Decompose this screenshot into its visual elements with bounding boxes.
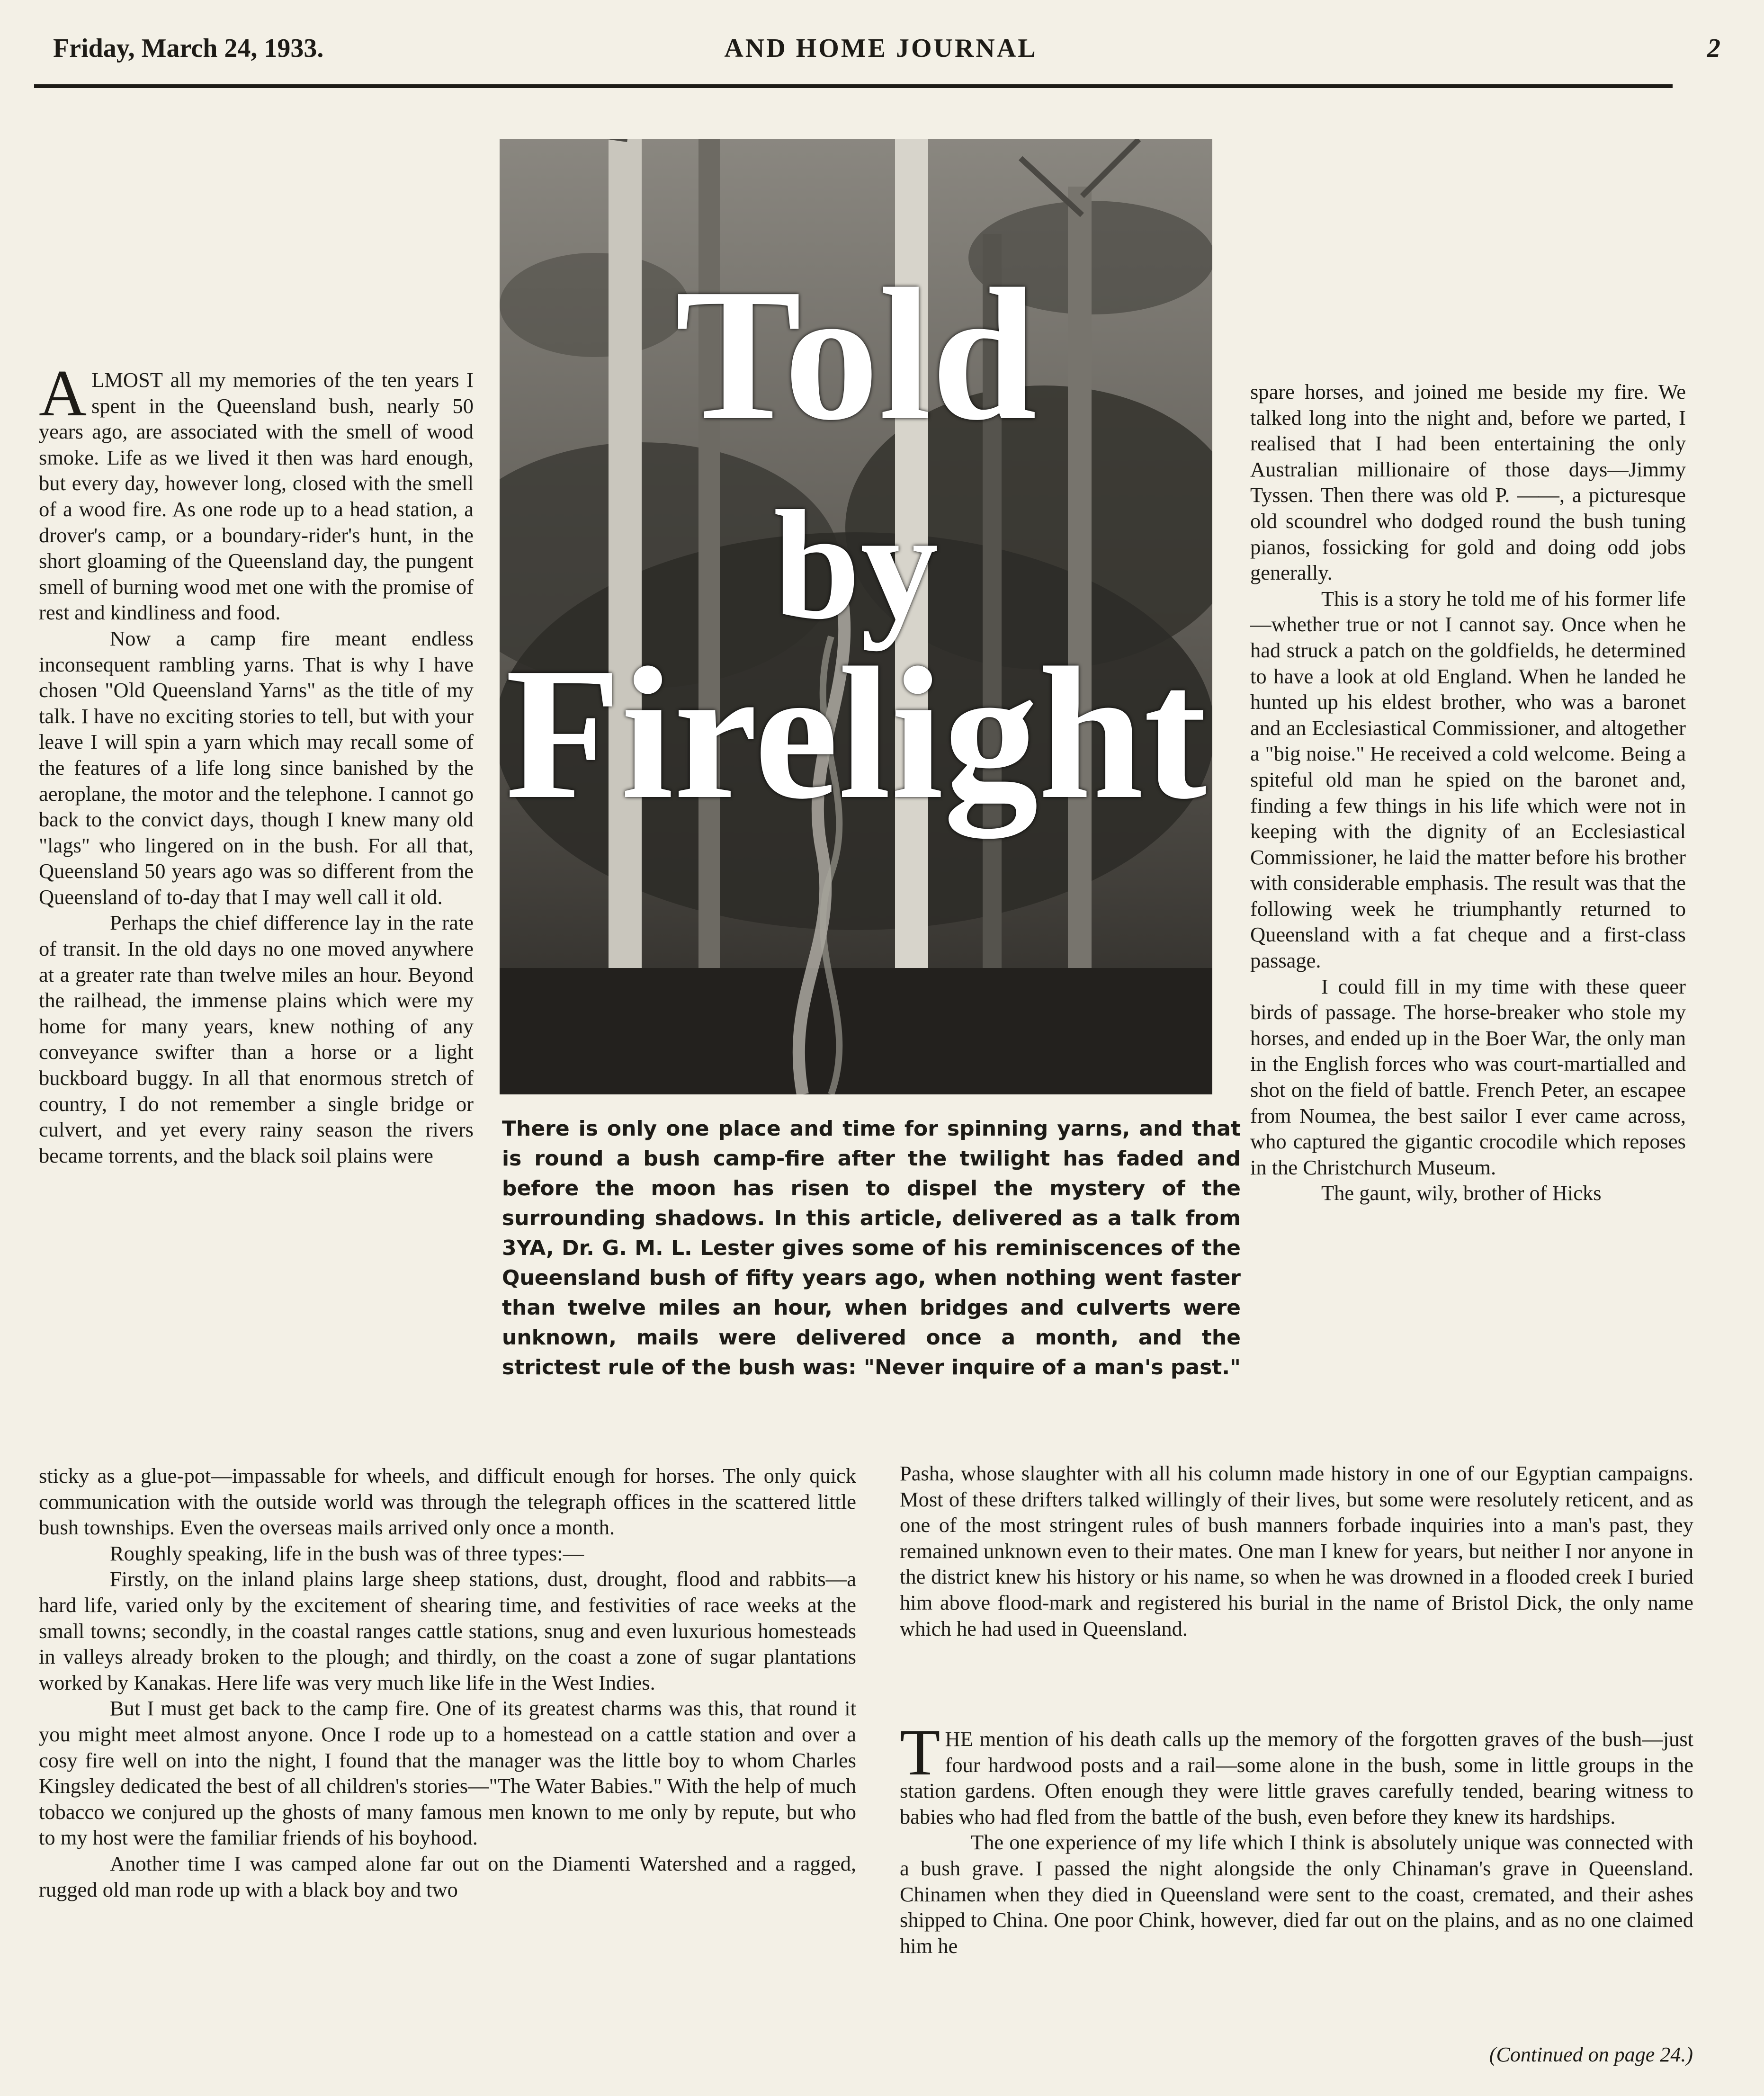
intro-standfirst: There is only one place and time for spinning yarns, and that is round a bush camp-fire after the twilight has faded and before the moon has risen to dispel the mystery of the surrounding shadows. In this article, delivered as a talk from 3YA, Dr. G. M. L. Lester gives some of his reminiscences of the Queensland bush of fifty years ago, when nothing went faster than twelve miles an hour, when bridges and culverts were unknown, mails were delivered once a month, and the strictest rule of the bush was: "Never inquire of a man's past." [502, 1117, 1241, 1379]
article-paragraph: I could fill in my time with these queer birds of passage. The horse-breaker who stole my horses, and ended up in the Boer War, the only man in the English forces who was court-martialled and shot on the field of battle. French Peter, an escapee from Noumea, the best sailor I ever came across, who captured the gigantic crocodile which reposes in the Christchurch Museum. [1250, 974, 1686, 1179]
page-number: 2 [1707, 34, 1720, 63]
article-paragraph: Pasha, whose slaughter with all his column made history in one of our Egyptian campaigns. Most of these drifters talked willingly of their lives, but some were resolutely reticent, and as one of the most stringent rules of bush manners forbade inquiries into a man's past, they remained unknown even to their mates. One man I knew for years, but neither I nor anyone in the district knew his history or his name, so when he was drowned in a flooded creek I buried him above flood-mark and registered his burial in the name of Bristol Dick, the only name which he had used in Queensland. [900, 1461, 1693, 1640]
continued-note: (Continued on page 24.) [1489, 2043, 1693, 2066]
publication-title: AND HOME JOURNAL [724, 34, 1038, 63]
drop-cap: A [39, 367, 87, 430]
article-paragraph: sticky as a glue-pot—impassable for wheels, and difficult enough for horses. The only quick communication with the outside world was through the telegraph offices in the scattered little bush townships. Even the overseas mails arrived only once a month. [39, 1464, 856, 1540]
article-paragraph: This is a story he told me of his former life—whether true or not I cannot say. Once when he had struck a patch on the goldfields, he determined to have a look at old England. When he landed he hunted up his eldest brother, who was a baronet and an Ecclesiastical Commissioner, and altogether a "big noise." He received a cold welcome. Being a spiteful old man he spied on the baronet and, finding a few things in his life which were not in keeping with the dignity of an Ecclesiastical Commissioner, he laid the matter before his brother with considerable emphasis. The result was that the following week he triumphantly returned to Queensland with a fat cheque and a first-class passage. [1250, 586, 1686, 973]
article-column-bottom-right [900, 1460, 1693, 1650]
article-paragraph: But I must get back to the camp fire. One of its greatest charms was this, that round it you might meet almost anyone. Once I rode up to a homestead on a cattle station and over a cosy fire well on into the night, I found that the manager was the little boy to whom Charles Kingsley dedicated the best of all children's stories—"The Water Babies." With the help of much tobacco we conjured up the ghosts of many famous men known to me only by repute, but who to my host were the familiar friends of his boyhood. [39, 1696, 856, 1850]
article-column-bottom-right-section [900, 1726, 1693, 2067]
hero-illustration [500, 139, 1212, 1094]
title-line-firelight: Firelight [505, 628, 1207, 838]
article-column-left [39, 367, 474, 1463]
header-rule [34, 84, 1673, 88]
article-paragraph: The gaunt, wily, brother of Hicks [1321, 1181, 1602, 1205]
article-paragraph: ALMOST all my memories of the ten years I spent in the Queensland bush, nearly 50 years ago, are associated with the smell of wood smoke. Life as we lived it then was hard enough, but every day, however long, closed with the smell of a wood fire. As one rode up to a head station, a drover's camp, or a boundary-rider's hunt, in the short gloaming of the Queensland day, the pungent smell of burning wood met one with the promise of rest and kindliness and food. [39, 367, 474, 625]
title-line-told: Told [675, 250, 1037, 459]
article-paragraph: The one experience of my life which I think is absolutely unique was connected with a bush grave. I passed the night alongside the only Chinaman's grave in Queensland. Chinamen when they died in Queensland were sent to the coast, cremated, and their ashes shipped to China. One poor Chink, however, died far out on the plains, and as no one claimed him he [900, 1830, 1693, 1958]
article-paragraph: Another time I was camped alone far out on the Diamenti Watershed and a ragged, rugged old man rode up with a black boy and two [39, 1851, 856, 1901]
article-column-right [1250, 379, 1686, 1440]
article-paragraph: Roughly speaking, life in the bush was of three types:— [110, 1541, 584, 1565]
title-line-by: by [773, 479, 939, 652]
article-paragraph: THE mention of his death calls up the memory of the forgotten graves of the bush—just four hardwood posts and a rail—some alone in the bush, some in little groups in the station gardens. Often enough they were little graves carefully tended, bearing witness to babies who had fled from the battle of the bush, even before they knew its hardships. [900, 1726, 1693, 1828]
header-date: Friday, March 24, 1933. [53, 34, 324, 63]
drop-cap: T [900, 1726, 940, 1789]
article-paragraph: spare horses, and joined me beside my fire. We talked long into the night and, before we parted, I realised that I had been entertaining the only Australian millionaire of those days—Jimmy Tyssen. Then there was old P. ——, a picturesque old scoundrel who dodged round the bush tuning pianos, fossicking for gold and doing odd jobs generally. [1250, 380, 1686, 585]
article-paragraph: Firstly, on the inland plains large sheep stations, dust, drought, flood and rabbits—a hard life, varied only by the excitement of shearing time, and festivities of race weeks at the small towns; secondly, in the coastal ranges cattle stations, snug and even luxurious homesteads in valleys already broken to the plough; and thirdly, on the coast a zone of sugar plantations worked by Kanakas. Here life was very much like life in the West Indies. [39, 1567, 856, 1694]
article-column-bottom-left [39, 1463, 856, 2069]
article-paragraph: Now a camp fire meant endless inconsequent rambling yarns. That is why I have chosen "Old Queensland Yarns" as the title of my talk. I have no exciting stories to tell, but with your leave I will spin a yarn which may recall some of the features of a life long since banished by the aeroplane, the motor and the telephone. I cannot go back to the convict days, though I knew many old "lags" who lingered on in the bush. For all that, Queensland 50 years ago was so different from the Queensland of to-day that I may well call it old. [39, 626, 474, 909]
article-paragraph: Perhaps the chief difference lay in the rate of transit. In the old days no one moved anywhere at a greater rate than twelve miles an hour. Beyond the railhead, the immense plains which were my home for many years, knew nothing of any conveyance swifter than a horse or a light buckboard buggy. In all that enormous stretch of country, I do not remember a single bridge or culvert, and yet every rainy season the rivers became torrents, and the black soil plains were [39, 911, 474, 1167]
